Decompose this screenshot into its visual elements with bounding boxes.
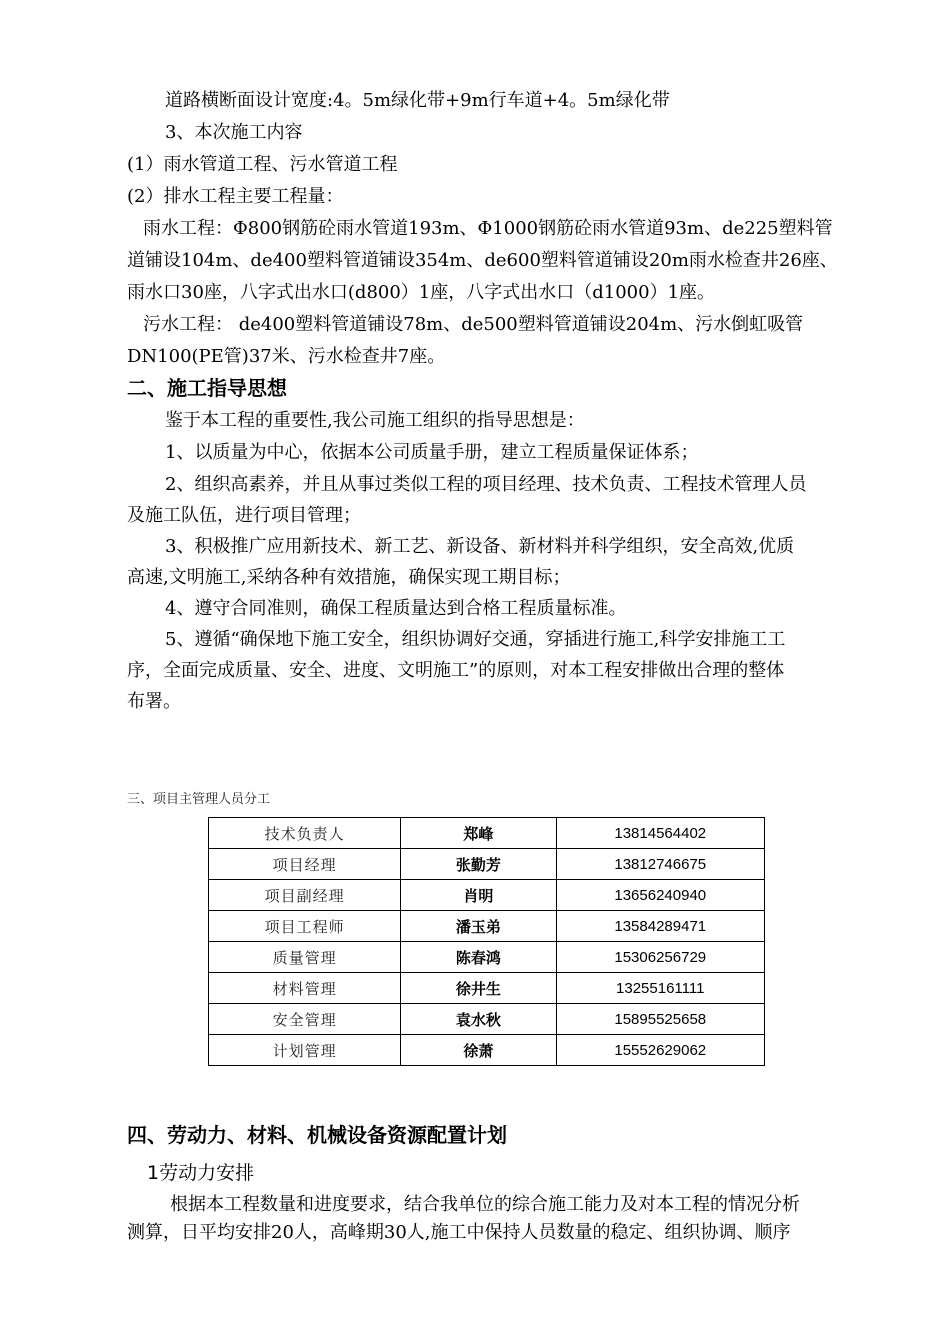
paragraph-item-1: (1）雨水管道工程、污水管道工程 bbox=[127, 154, 398, 175]
section4-sub1: 1劳动力安排 bbox=[147, 1162, 255, 1184]
section2-item5-line2: 序，全面完成质量、安全、进度、文明施工”的原则，对本工程安排做出合理的整体 bbox=[127, 660, 785, 681]
table-row bbox=[209, 849, 765, 880]
name-cell: 陈春鸿 bbox=[401, 942, 556, 973]
section2-item3-line1: 3、积极推广应用新技术、新工艺、新设备、新材料并科学组织，安全高效,优质 bbox=[165, 536, 795, 557]
table-row bbox=[209, 818, 765, 849]
table-row bbox=[209, 973, 765, 1004]
table-row bbox=[209, 911, 765, 942]
section4-text-line2: 测算，日平均安排20人，高峰期30人,施工中保持人员数量的稳定、组织协调、顺序 bbox=[127, 1222, 791, 1243]
phone-cell: 13812746675 bbox=[556, 849, 764, 880]
phone-cell: 15895525658 bbox=[556, 1004, 764, 1035]
paragraph-item-2: (2）排水工程主要工程量： bbox=[127, 186, 344, 207]
section2-item2-line1: 2、组织高素养，并且从事过类似工程的项目经理、技术负责、工程技术管理人员 bbox=[165, 474, 807, 495]
phone-cell: 15306256729 bbox=[556, 942, 764, 973]
section4-text-line1: 根据本工程数量和进度要求，结合我单位的综合施工能力及对本工程的情况分析 bbox=[170, 1194, 800, 1215]
section2-item2-line2: 及施工队伍，进行项目管理； bbox=[127, 505, 361, 526]
role-cell: 计划管理 bbox=[209, 1035, 401, 1066]
role-cell: 项目经理 bbox=[209, 849, 401, 880]
role-cell: 安全管理 bbox=[209, 1004, 401, 1035]
name-cell: 袁水秋 bbox=[401, 1004, 556, 1035]
paragraph-construction-content: 3、本次施工内容 bbox=[165, 122, 303, 143]
paragraph-sewage-line2: DN100(PE管)37米、污水检查井7座。 bbox=[127, 346, 446, 367]
section2-item1: 1、以质量为中心，依据本公司质量手册，建立工程质量保证体系； bbox=[165, 442, 699, 463]
section3-heading: 三、项目主管理人员分工 bbox=[127, 792, 271, 807]
section2-intro: 鉴于本工程的重要性,我公司施工组织的指导思想是： bbox=[165, 410, 585, 431]
section2-heading: 二、施工指导思想 bbox=[127, 376, 287, 400]
table-row bbox=[209, 1004, 765, 1035]
name-cell: 张勤芳 bbox=[401, 849, 556, 880]
name-cell: 徐井生 bbox=[401, 973, 556, 1004]
role-cell: 技术负责人 bbox=[209, 818, 401, 849]
section2-item4: 4、遵守合同准则，确保工程质量达到合格工程质量标准。 bbox=[165, 598, 627, 619]
staff-table bbox=[208, 817, 765, 1066]
role-cell: 质量管理 bbox=[209, 942, 401, 973]
phone-cell: 15552629062 bbox=[556, 1035, 764, 1066]
table-row bbox=[209, 880, 765, 911]
paragraph-rain-line3: 雨水口30座，八字式出水口(d800）1座，八字式出水口（d1000）1座。 bbox=[127, 282, 716, 303]
name-cell: 郑峰 bbox=[401, 818, 556, 849]
role-cell: 项目副经理 bbox=[209, 880, 401, 911]
phone-cell: 13656240940 bbox=[556, 880, 764, 911]
section2-item3-line2: 高速,文明施工,采纳各种有效措施，确保实现工期目标； bbox=[127, 567, 571, 588]
table-row bbox=[209, 1035, 765, 1066]
paragraph-rain-line2: 道铺设104m、de400塑料管道铺设354m、de600塑料管道铺设20m雨水检查井26座、 bbox=[127, 250, 838, 271]
section2-item5-line3: 布署。 bbox=[127, 691, 181, 712]
phone-cell: 13584289471 bbox=[556, 911, 764, 942]
paragraph-road-width: 道路横断面设计宽度:4。5m绿化带+9m行车道+4。5m绿化带 bbox=[165, 90, 670, 111]
section4-heading: 四、劳动力、材料、机械设备资源配置计划 bbox=[127, 1123, 507, 1147]
paragraph-sewage-line1: 污水工程： de400塑料管道铺设78m、de500塑料管道铺设204m、污水倒虹吸管 bbox=[143, 314, 804, 335]
section2-item5-line1: 5、遵循“确保地下施工安全，组织协调好交通，穿插进行施工,科学安排施工工 bbox=[165, 629, 786, 650]
phone-cell: 13814564402 bbox=[556, 818, 764, 849]
role-cell: 材料管理 bbox=[209, 973, 401, 1004]
name-cell: 潘玉弟 bbox=[401, 911, 556, 942]
phone-cell: 13255161111 bbox=[556, 973, 764, 1004]
role-cell: 项目工程师 bbox=[209, 911, 401, 942]
name-cell: 徐萧 bbox=[401, 1035, 556, 1066]
paragraph-rain-line1: 雨水工程：Φ800钢筋砼雨水管道193m、Φ1000钢筋砼雨水管道93m、de225塑料管 bbox=[143, 218, 833, 239]
table-row bbox=[209, 942, 765, 973]
name-cell: 肖明 bbox=[401, 880, 556, 911]
